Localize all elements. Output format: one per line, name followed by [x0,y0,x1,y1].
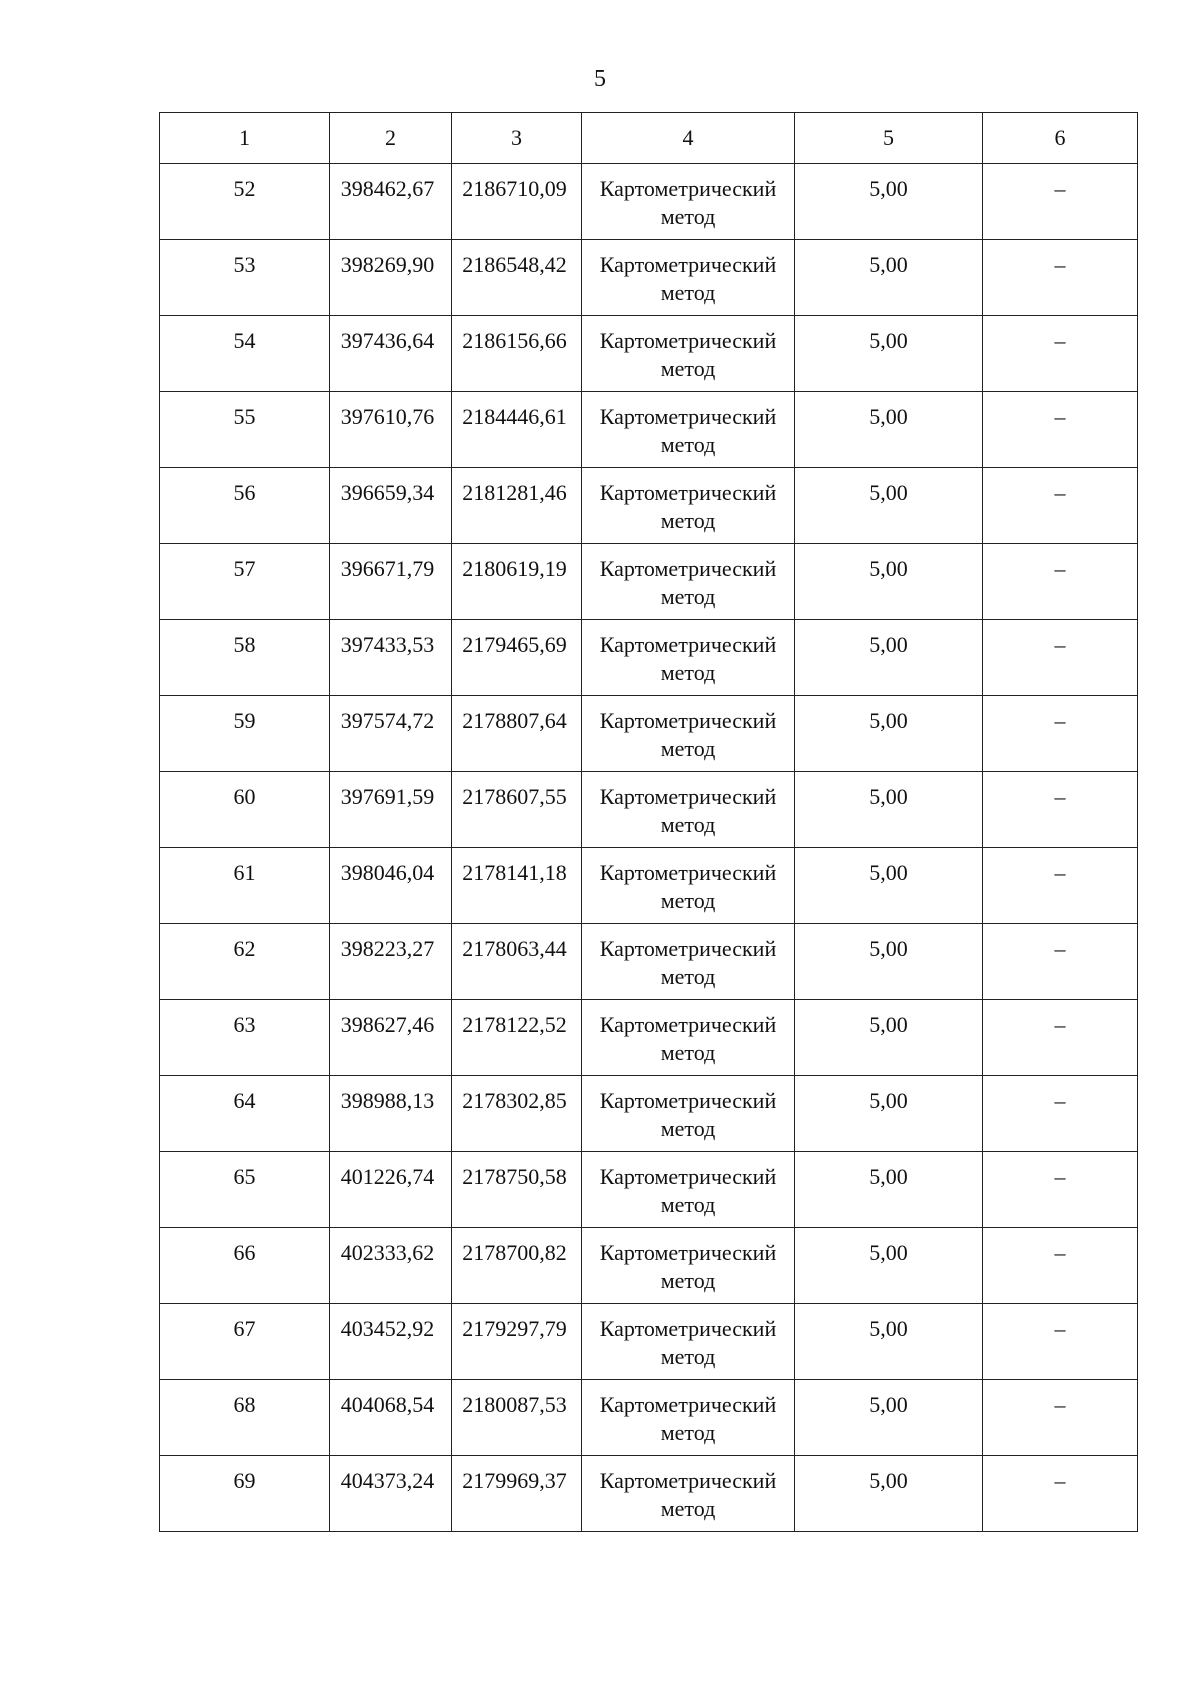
point-number: 53 [160,240,330,316]
precision-value: 5,00 [795,1076,983,1152]
method-line: Картометрический [599,936,777,961]
method-line: метод [660,888,716,913]
method-cell [582,772,795,848]
method-line: метод [660,964,716,989]
coord-x: 404373,24 [330,1456,452,1532]
coord-x: 396659,34 [330,468,452,544]
point-number: 59 [160,696,330,772]
point-number: 65 [160,1152,330,1228]
header-col-1: 1 [160,113,330,164]
coord-y: 2186710,09 [452,164,582,240]
point-number: 54 [160,316,330,392]
note-dash: – [983,1456,1138,1532]
table-row [160,468,1138,544]
coord-y: 2178750,58 [452,1152,582,1228]
coord-x: 397436,64 [330,316,452,392]
coord-x: 397610,76 [330,392,452,468]
note-dash: – [983,544,1138,620]
coord-x: 398988,13 [330,1076,452,1152]
method-line: метод [660,736,716,761]
precision-value: 5,00 [795,316,983,392]
coord-x: 397433,53 [330,620,452,696]
table-row [160,848,1138,924]
coord-x: 403452,92 [330,1304,452,1380]
table-row [160,924,1138,1000]
method-line: Картометрический [599,404,777,429]
method-line: метод [660,1268,716,1293]
method-line: метод [660,1344,716,1369]
table-row [160,1228,1138,1304]
coordinates-table [159,112,1138,1532]
header-col-2: 2 [330,113,452,164]
table-row [160,1304,1138,1380]
point-number: 64 [160,1076,330,1152]
coord-y: 2186156,66 [452,316,582,392]
note-dash: – [983,772,1138,848]
table-row [160,620,1138,696]
page-number: 5 [594,66,606,92]
coord-y: 2180087,53 [452,1380,582,1456]
method-line: Картометрический [599,176,777,201]
table-row [160,240,1138,316]
precision-value: 5,00 [795,544,983,620]
precision-value: 5,00 [795,1152,983,1228]
coord-y: 2178807,64 [452,696,582,772]
note-dash: – [983,620,1138,696]
point-number: 66 [160,1228,330,1304]
method-line: метод [660,1192,716,1217]
table-header [160,113,1138,164]
precision-value: 5,00 [795,620,983,696]
coord-y: 2186548,42 [452,240,582,316]
note-dash: – [983,392,1138,468]
coord-y: 2178141,18 [452,848,582,924]
method-line: Картометрический [599,632,777,657]
coord-x: 404068,54 [330,1380,452,1456]
method-line: Картометрический [599,252,777,277]
precision-value: 5,00 [795,924,983,1000]
note-dash: – [983,1380,1138,1456]
note-dash: – [983,240,1138,316]
table-row [160,1076,1138,1152]
method-line: метод [660,584,716,609]
precision-value: 5,00 [795,1456,983,1532]
point-number: 57 [160,544,330,620]
method-line: Картометрический [599,1240,777,1265]
precision-value: 5,00 [795,164,983,240]
method-cell [582,544,795,620]
precision-value: 5,00 [795,696,983,772]
method-cell [582,240,795,316]
table-row [160,316,1138,392]
table-row [160,164,1138,240]
method-cell [582,1000,795,1076]
method-line: метод [660,432,716,457]
method-cell [582,696,795,772]
method-line: Картометрический [599,860,777,885]
method-cell [582,1228,795,1304]
precision-value: 5,00 [795,1380,983,1456]
note-dash: – [983,1304,1138,1380]
method-cell [582,848,795,924]
method-cell [582,316,795,392]
method-cell [582,924,795,1000]
precision-value: 5,00 [795,848,983,924]
point-number: 69 [160,1456,330,1532]
note-dash: – [983,316,1138,392]
method-cell [582,1152,795,1228]
table-row [160,1456,1138,1532]
coord-y: 2178607,55 [452,772,582,848]
method-line: метод [660,280,716,305]
method-line: метод [660,508,716,533]
coord-x: 398462,67 [330,164,452,240]
coord-x: 401226,74 [330,1152,452,1228]
point-number: 55 [160,392,330,468]
table-row [160,1380,1138,1456]
coord-x: 402333,62 [330,1228,452,1304]
method-line: Картометрический [599,708,777,733]
point-number: 56 [160,468,330,544]
point-number: 67 [160,1304,330,1380]
coord-y: 2180619,19 [452,544,582,620]
header-col-5: 5 [795,113,983,164]
coord-x: 398627,46 [330,1000,452,1076]
table-body [160,164,1138,1532]
header-col-6: 6 [983,113,1138,164]
point-number: 60 [160,772,330,848]
note-dash: – [983,1000,1138,1076]
method-line: метод [660,660,716,685]
method-cell [582,468,795,544]
precision-value: 5,00 [795,240,983,316]
coord-y: 2179465,69 [452,620,582,696]
method-line: Картометрический [599,1088,777,1113]
note-dash: – [983,1076,1138,1152]
method-cell [582,392,795,468]
coord-y: 2178302,85 [452,1076,582,1152]
coord-x: 398269,90 [330,240,452,316]
table-row [160,1152,1138,1228]
coord-y: 2179297,79 [452,1304,582,1380]
table-row [160,696,1138,772]
method-line: метод [660,1040,716,1065]
method-line: Картометрический [599,1012,777,1037]
precision-value: 5,00 [795,468,983,544]
note-dash: – [983,848,1138,924]
method-line: Картометрический [599,784,777,809]
coord-y: 2178063,44 [452,924,582,1000]
method-line: Картометрический [599,1392,777,1417]
method-cell [582,620,795,696]
table-row [160,392,1138,468]
note-dash: – [983,164,1138,240]
point-number: 68 [160,1380,330,1456]
table-row [160,1000,1138,1076]
method-cell [582,1456,795,1532]
header-col-4: 4 [582,113,795,164]
method-line: Картометрический [599,1468,777,1493]
header-row [160,113,1138,164]
method-cell [582,1076,795,1152]
point-number: 63 [160,1000,330,1076]
point-number: 58 [160,620,330,696]
coord-x: 398223,27 [330,924,452,1000]
coord-y: 2181281,46 [452,468,582,544]
coord-y: 2178122,52 [452,1000,582,1076]
method-line: Картометрический [599,328,777,353]
coord-x: 397574,72 [330,696,452,772]
method-line: метод [660,356,716,381]
method-line: метод [660,1496,716,1521]
method-line: Картометрический [599,1164,777,1189]
coord-x: 398046,04 [330,848,452,924]
point-number: 62 [160,924,330,1000]
coord-y: 2184446,61 [452,392,582,468]
precision-value: 5,00 [795,1000,983,1076]
coord-x: 397691,59 [330,772,452,848]
table-row [160,772,1138,848]
method-cell [582,164,795,240]
coord-x: 396671,79 [330,544,452,620]
method-line: Картометрический [599,556,777,581]
precision-value: 5,00 [795,1228,983,1304]
method-line: метод [660,812,716,837]
method-line: Картометрический [599,1316,777,1341]
header-col-3: 3 [452,113,582,164]
note-dash: – [983,1228,1138,1304]
note-dash: – [983,696,1138,772]
coord-y: 2179969,37 [452,1456,582,1532]
note-dash: – [983,924,1138,1000]
point-number: 61 [160,848,330,924]
method-cell [582,1380,795,1456]
precision-value: 5,00 [795,1304,983,1380]
method-line: метод [660,1116,716,1141]
coord-y: 2178700,82 [452,1228,582,1304]
note-dash: – [983,1152,1138,1228]
method-line: метод [660,204,716,229]
precision-value: 5,00 [795,772,983,848]
precision-value: 5,00 [795,392,983,468]
point-number: 52 [160,164,330,240]
method-line: метод [660,1420,716,1445]
note-dash: – [983,468,1138,544]
table-row [160,544,1138,620]
method-line: Картометрический [599,480,777,505]
method-cell [582,1304,795,1380]
